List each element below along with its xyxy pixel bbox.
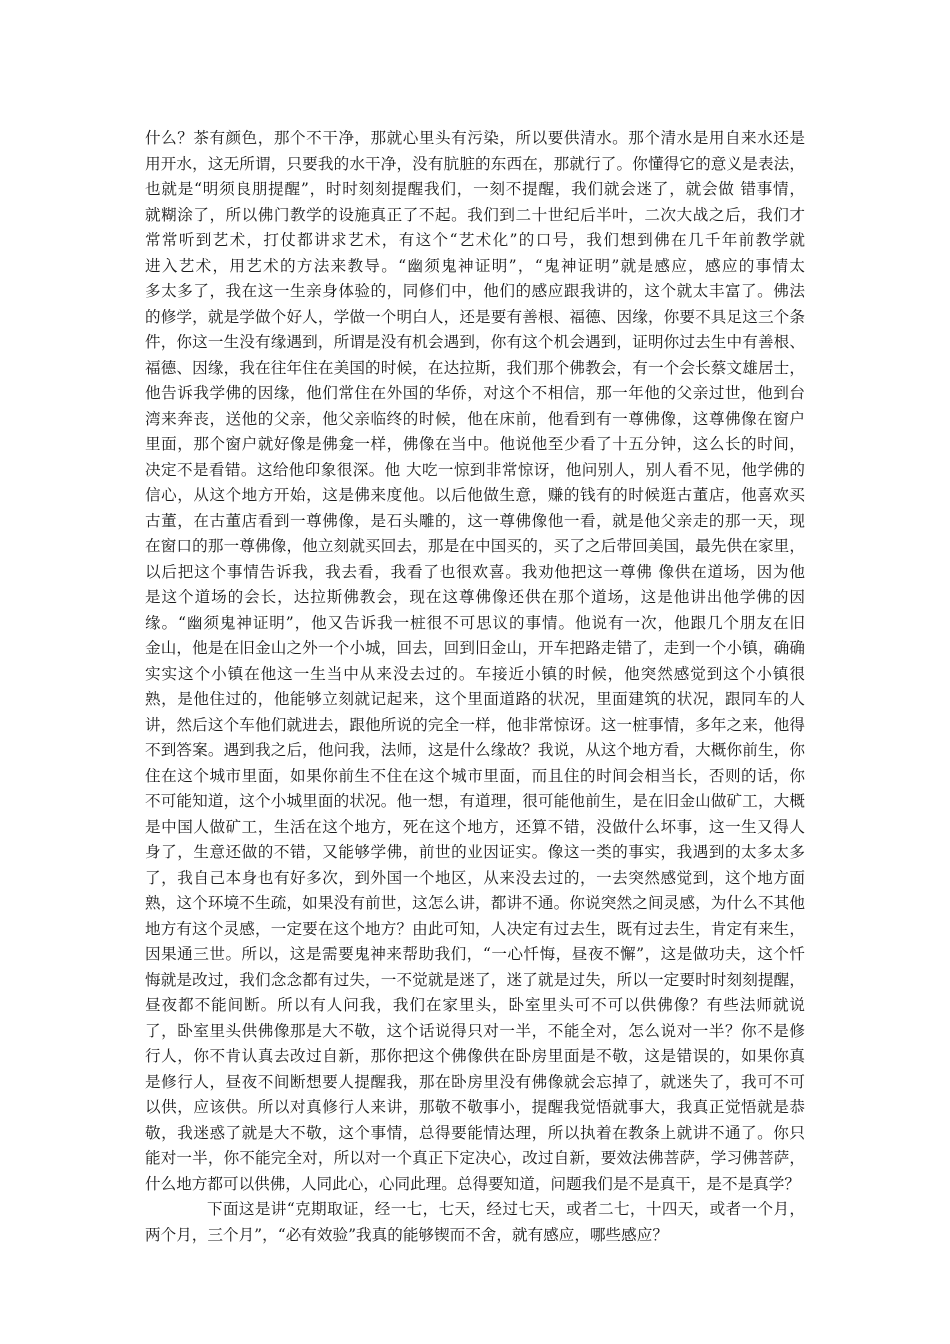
text-line: 地方有这个灵感，一定要在这个地方？由此可知，人决定有过去生，既有过去生，肯定有来生， [145, 919, 805, 938]
text-line: 住在这个城市里面，如果你前生不住在这个城市里面，而且住的时间会相当长，否则的话，你 [145, 766, 805, 785]
text-line: 缘。“幽须鬼神证明”，他又告诉我一桩很不可思议的事情。他说有一次，他跟几个朋友在旧 [145, 613, 805, 632]
text-line: 悔就是改过，我们念念都有过失，一不觉就是迷了，迷了就是过失，所以一定要时时刻刻提醒， [145, 970, 805, 989]
text-line: 了，卧室里头供佛像那是大不敬，这个话说得只对一半，不能全对，怎么说对一半？你不是修 [145, 1021, 805, 1040]
text-line: 以后把这个事情告诉我，我去看，我看了也很欢喜。我劝他把这一尊佛 像供在道场，因为他 [145, 562, 805, 581]
text-line: 古董，在古董店看到一尊佛像，是石头雕的，这一尊佛像他一看，就是他父亲走的那一天，现 [145, 511, 805, 530]
text-line: 以供，应该供。所以对真修行人来讲，那敬不敬事小，提醒我觉悟就事大，我真正觉悟就是恭 [145, 1098, 805, 1116]
text-line: 在窗口的那一尊佛像，他立刻就买回去，那是在中国买的，买了之后带回美国，最先供在家里， [145, 537, 805, 555]
text-line: 不可能知道，这个小城里面的状况。他一想，有道理，很可能他前生，是在旧金山做矿工，大概 [145, 792, 805, 810]
text-line: 也就是“明须良朋提醒”，时时刻刻提醒我们，一刻不提醒，我们就会迷了，就会做 错事情， [145, 180, 805, 198]
text-line: 是中国人做矿工，生活在这个地方，死在这个地方，还算不错，没做什么坏事，这一生又得人 [145, 817, 805, 836]
text-line: 什么？茶有颜色，那个不干净，那就心里头有污染，所以要供清水。那个清水是用自来水还是 [145, 129, 805, 147]
text-line: 是修行人，昼夜不间断想要人提醒我，那在卧房里没有佛像就会忘掉了，就迷失了，我可不可 [145, 1072, 805, 1091]
text-line: 就糊涂了，所以佛门教学的设施真正了不起。我们到二十世纪后半叶，二次大战之后，我们才 [145, 205, 805, 224]
text-line: 身了，生意还做的不错，又能够学佛，前世的业因证实。像这一类的事实，我遇到的太多太多 [145, 843, 805, 861]
text-line: 件，你这一生没有缘遇到，所谓是没有机会遇到，你有这个机会遇到，证明你过去生中有善根、 [145, 333, 805, 351]
text-line: 能对一半，你不能完全对，所以对一个真正下定决心，改过自新，要效法佛菩萨，学习佛菩萨， [145, 1149, 805, 1167]
text-line: 昼夜都不能间断。所以有人问我，我们在家里头，卧室里头可不可以供佛像？有些法师就说 [145, 996, 805, 1014]
text-line: 的修学，就是学做个好人，学做一个明白人，还是要有善根、福德、因缘，你要不具足这三个条 [145, 307, 805, 326]
text-line: 两个月，三个月”，“必有效验”我真的能够锲而不舍，就有感应，哪些感应？ [145, 1225, 668, 1244]
text-line: 多太多了，我在这一生亲身体验的，同修们中，他们的感应跟我讲的，这个就太丰富了。佛法 [145, 282, 805, 300]
text-line: 不到答案。遇到我之后，他问我，法师，这是什么缘故？我说，从这个地方看，大概你前生，你 [145, 741, 805, 759]
paragraph-start-line: 下面这是讲“克期取证，经一七，七天，经过七天，或者二七，十四天，或者一个月， [207, 1200, 805, 1218]
text-line: 因果通三世。所以，这是需要鬼神来帮助我们，“一心忏悔，昼夜不懈”，这是做功夫，这个忏 [145, 945, 805, 963]
text-line: 什么地方都可以供佛，人同此心，心同此理。总得要知道，问题我们是不是真干，是不是真学？ [145, 1174, 800, 1193]
body-text [145, 126, 805, 1248]
text-line: 用开水，这无所谓，只要我的水干净，没有肮脏的东西在，那就行了。你懂得它的意义是表法， [145, 154, 805, 173]
text-line: 行人，你不肯认真去改过自新，那你把这个佛像供在卧房里面是不敬，这是错误的，如果你真 [145, 1047, 805, 1065]
text-line: 湾来奔丧，送他的父亲，他父亲临终的时候，他在床前，他看到有一尊佛像，这尊佛像在窗户 [145, 409, 805, 428]
text-line: 熟，这个环境不生疏，如果没有前世，这怎么讲，都讲不通。你说突然之间灵感，为什么不其他 [145, 894, 805, 912]
text-line: 实实这个小镇在他这一生当中从来没去过的。车接近小镇的时候，他突然感觉到这个小镇很 [145, 664, 805, 683]
text-line: 熟，是他住过的，他能够立刻就记起来，这个里面道路的状况，里面建筑的状况，跟同车的人 [145, 690, 805, 708]
text-line: 了，我自己本身也有好多次，到外国一个地区，从来没去过的，一去突然感觉到，这个地方面 [145, 868, 805, 887]
text-line: 是这个道场的会长，达拉斯佛教会，现在这尊佛像还供在那个道场，这是他讲出他学佛的因 [145, 588, 805, 606]
text-line: 信心，从这个地方开始，这是佛来度他。以后他做生意，赚的钱有的时候逛古董店，他喜欢买 [145, 486, 805, 504]
text-line: 福德、因缘，我在往年住在美国的时候，在达拉斯，我们那个佛教会，有一个会长蔡文雄居士， [145, 358, 805, 377]
text-line: 里面，那个窗户就好像是佛龛一样，佛像在当中。他说他至少看了十五分钟，这么长的时间， [145, 435, 805, 453]
text-line: 进入艺术，用艺术的方法来教导。“幽须鬼神证明”，“鬼神证明”就是感应，感应的事情太 [145, 256, 805, 275]
text-line: 讲，然后这个车他们就进去，跟他所说的完全一样，他非常惊讶。这一桩事情，多年之来，他得 [145, 715, 805, 734]
text-line: 决定不是看错。这给他印象很深。他 大吃一惊到非常惊讶，他问别人，别人看不见，他学佛的 [145, 460, 805, 479]
text-line: 金山，他是在旧金山之外一个小城，回去，回到旧金山，开车把路走错了，走到一个小镇，确确 [145, 639, 805, 657]
text-line: 他告诉我学佛的因缘，他们常住在外国的华侨，对这个不相信，那一年他的父亲过世，他到台 [145, 384, 805, 402]
text-line: 敬，我迷惑了就是大不敬，这个事情，总得要能情达理，所以执着在教条上就讲不通了。你只 [145, 1123, 805, 1142]
text-line: 常常听到艺术，打仗都讲求艺术，有这个“艺术化”的口号，我们想到佛在几千年前教学就 [145, 231, 805, 249]
